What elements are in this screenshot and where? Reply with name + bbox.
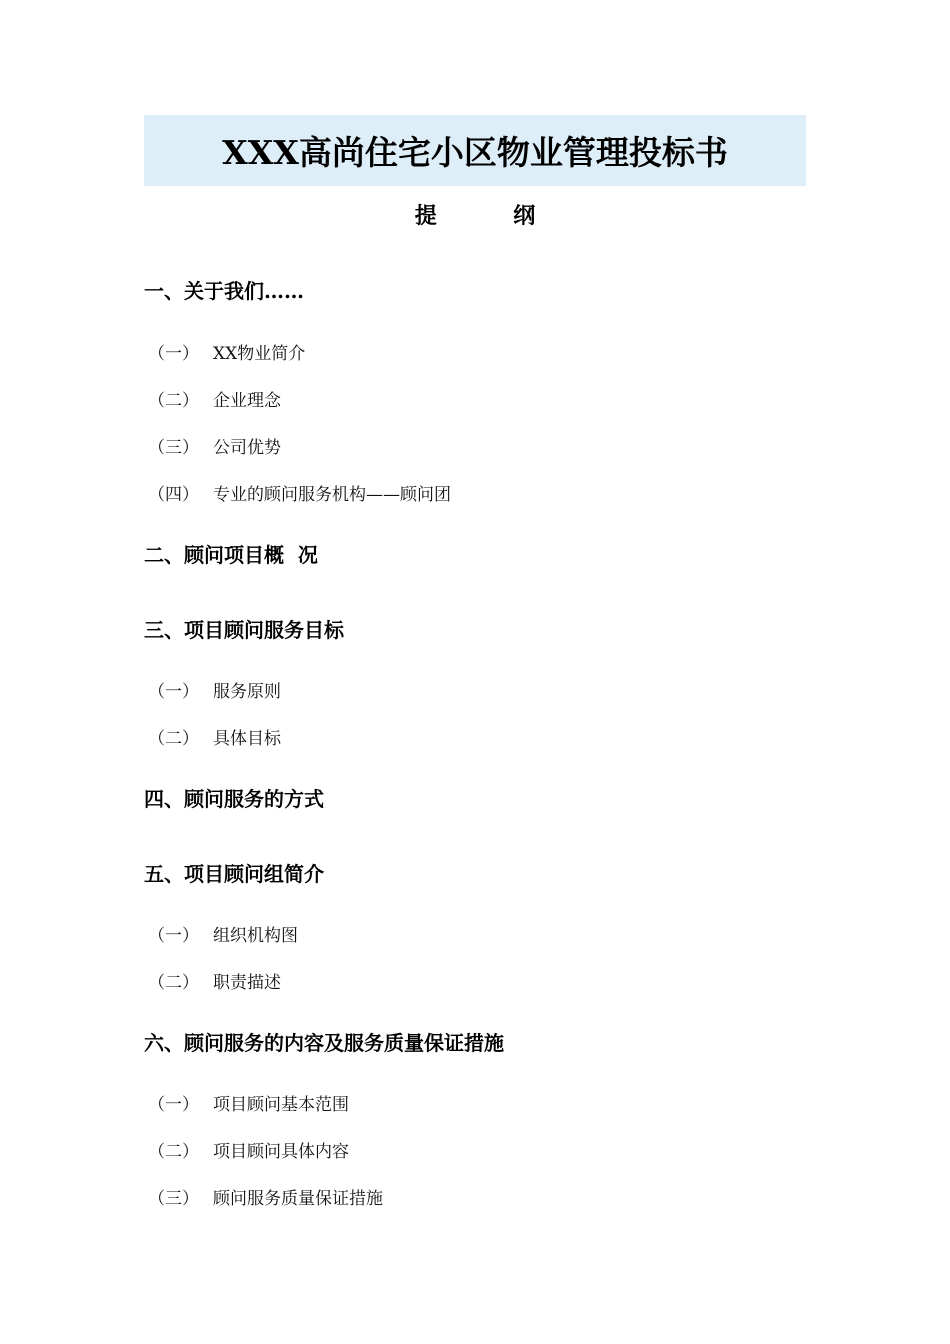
document-title: XXX高尚住宅小区物业管理投标书 (222, 133, 728, 172)
item-number: （二） (148, 1142, 199, 1162)
item-number: （一） (148, 926, 199, 946)
item-text: XX物业简介 (213, 344, 306, 364)
item-text: 公司优势 (213, 438, 281, 458)
item-number: （二） (148, 729, 199, 749)
list-item (148, 727, 281, 751)
item-text: 企业理念 (213, 391, 281, 411)
section-heading-3: 三、项目顾问服务目标 (144, 618, 344, 642)
item-number: （一） (148, 682, 199, 702)
list-item (148, 342, 305, 366)
item-number: （三） (148, 438, 199, 458)
item-number: （一） (148, 344, 199, 364)
list-item (148, 1140, 349, 1164)
item-number: （一） (148, 1095, 199, 1115)
section-heading-6: 六、顾问服务的内容及服务质量保证措施 (144, 1031, 504, 1055)
item-text: 项目顾问具体内容 (213, 1142, 349, 1162)
title-banner (144, 115, 806, 186)
list-item (148, 971, 281, 995)
item-number: （二） (148, 391, 199, 411)
section-heading-2: 二、顾问项目概 况 (144, 543, 318, 567)
item-text: 具体目标 (213, 729, 281, 749)
item-text: 组织机构图 (213, 926, 298, 946)
section-heading-5: 五、项目顾问组简介 (144, 862, 324, 886)
list-item (148, 1093, 349, 1117)
list-item (148, 924, 298, 948)
list-item (148, 389, 281, 413)
item-number: （二） (148, 973, 199, 993)
item-number: （三） (148, 1189, 199, 1209)
item-text: 服务原则 (213, 682, 281, 702)
list-item (148, 1187, 383, 1211)
list-item (148, 436, 281, 460)
item-text: 专业的顾问服务机构——顾问团 (213, 485, 451, 505)
item-text: 项目顾问基本范围 (213, 1095, 349, 1115)
list-item (148, 483, 451, 507)
section-heading-1: 一、关于我们…… (144, 279, 304, 303)
list-item (148, 680, 281, 704)
document-subtitle: 提 纲 (414, 202, 536, 229)
item-number: （四） (148, 485, 199, 505)
section-heading-4: 四、顾问服务的方式 (144, 787, 324, 811)
item-text: 职责描述 (213, 973, 281, 993)
item-text: 顾问服务质量保证措施 (213, 1189, 383, 1209)
